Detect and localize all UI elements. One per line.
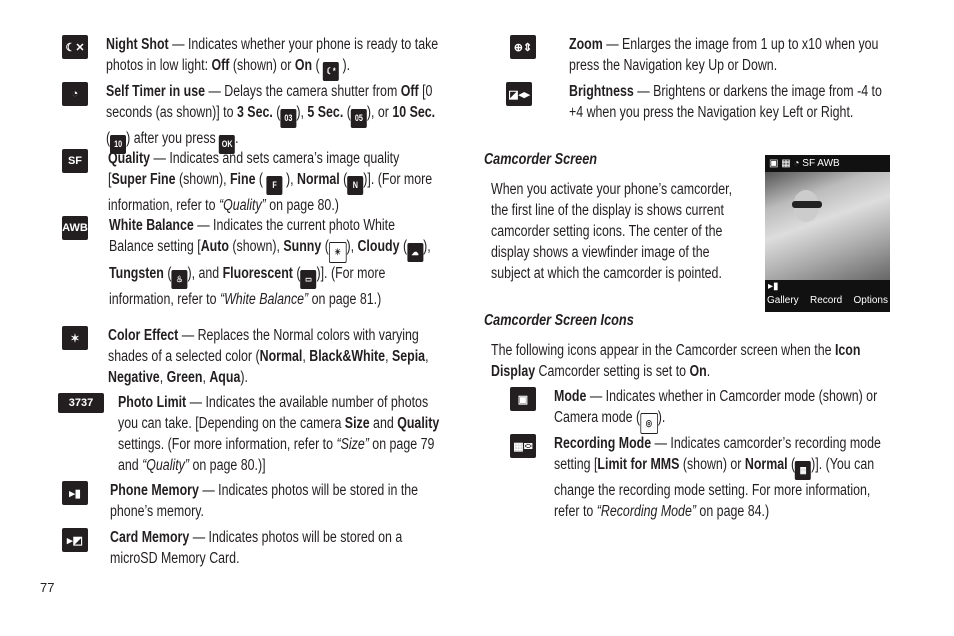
icon-description (554, 386, 889, 434)
bold-term: Card Memory (110, 529, 190, 546)
bold-term: Limit for MMS (597, 456, 680, 473)
quality-icon: SF (62, 149, 88, 173)
bold-term: Auto (200, 238, 229, 255)
text: and (369, 415, 398, 432)
text: )]. (You can change the recording mode setting. For more information, refer to (554, 456, 875, 520)
text: ), and (187, 265, 223, 282)
text: ( (339, 171, 348, 188)
bold-term: Fluorescent (222, 265, 293, 282)
text: (shown), (228, 238, 284, 255)
text: ). (240, 369, 248, 386)
bold-term: Size (344, 415, 370, 432)
softkey-bar (765, 294, 890, 308)
text: ( (399, 238, 408, 255)
photo-limit-icon: 3737 (58, 393, 104, 413)
text: ( (787, 456, 796, 473)
cross-reference: “Quality” (142, 457, 189, 474)
text: , (425, 348, 429, 365)
normal-recording-icon: ▦ (795, 461, 811, 480)
text: Camcorder setting is set to (535, 363, 690, 380)
phone-memory-icon: ▸▮ (62, 481, 88, 505)
brightness-icon: ◪◂▸ (506, 82, 532, 106)
bold-term: 5 Sec. (307, 104, 344, 121)
ok-key-icon: OK (219, 135, 235, 154)
text: ), or (366, 104, 393, 121)
icon-description (118, 392, 440, 476)
text: ( (106, 130, 111, 147)
text: , (202, 369, 210, 386)
text: — Indicates photos will be stored on a microSD Memory Card. (110, 529, 403, 567)
bold-term: Fine (229, 171, 256, 188)
bold-term: Brightness (569, 83, 634, 100)
text: . (235, 130, 239, 147)
softkey-gallery: Gallery (767, 295, 799, 306)
icon-description (569, 34, 889, 76)
bold-term: Tungsten (109, 265, 164, 282)
text: — Indicates whether your phone is ready to take photos in low light: (106, 36, 439, 74)
text: on page 80.) (265, 197, 339, 214)
text: — Delays the camera shutter from (205, 83, 401, 100)
bold-term: Self Timer in use (106, 83, 206, 100)
bold-term: Mode (554, 388, 587, 405)
bold-term: Icon Display (491, 342, 861, 380)
text: — Indicates the current photo White Balance setting [ (109, 217, 396, 255)
text: (shown), (175, 171, 230, 188)
text: — Indicates camcorder’s recording mode setting [ (554, 435, 881, 473)
white-balance-icon: AWB (62, 216, 88, 240)
text: The following icons appear in the Camcorder screen when the (491, 342, 835, 359)
text: )]. (For more information, refer to (108, 171, 433, 214)
bold-term: Night Shot (106, 36, 169, 53)
text: , (159, 369, 167, 386)
self-timer-icon: ◔ (62, 82, 88, 106)
text: — Indicates the available number of photos you can take. [Depending on the camera (118, 394, 429, 432)
bold-term: Cloudy (357, 238, 400, 255)
icon-description (108, 148, 440, 216)
text: settings. (For more information, refer to (118, 436, 337, 453)
text: (shown) or (229, 57, 295, 74)
text: on page 80.)] (189, 457, 266, 474)
text: — Replaces the Normal colors with varying shades of a selected color ( (108, 327, 419, 365)
text: ), (282, 171, 297, 188)
bold-term: Negative (108, 369, 160, 386)
bold-term: On (689, 363, 707, 380)
text: [0 seconds (as shown)] to (106, 83, 433, 121)
timer-10-icon: 10 (110, 135, 126, 154)
text: on page 81.) (308, 291, 382, 308)
night-shot-on-icon: ☾* (323, 62, 339, 81)
icon-description (109, 215, 440, 310)
bold-term: On (294, 57, 313, 74)
text: ( (343, 104, 351, 121)
camcorder-icons-intro (491, 340, 883, 382)
text: ), (296, 104, 308, 121)
cross-reference: “Size” (336, 436, 369, 453)
bold-term: Quality (108, 150, 151, 167)
bold-term: Aqua (209, 369, 241, 386)
camcorder-icons-heading: Camcorder Screen Icons (484, 312, 634, 329)
text: , (385, 348, 392, 365)
text: ). (339, 57, 351, 74)
icon-description (554, 433, 889, 522)
bold-term: Normal (744, 456, 788, 473)
bold-term: Zoom (569, 36, 603, 53)
tungsten-icon: ♨ (171, 270, 187, 289)
color-effect-icon: ✶ (62, 326, 88, 350)
bold-term: Quality (397, 415, 440, 432)
camcorder-screen-paragraph: When you activate your phone’s camcorder, the first line of the display is shows current camcorder setting icons. The center of the display shows a viewfinder image of the subject at which the camcorder is pointed. (491, 181, 733, 282)
icon-description (110, 527, 440, 569)
text: on page 84.) (695, 503, 770, 520)
text: ( (272, 104, 281, 121)
text: ). (657, 409, 666, 426)
text: ), (423, 238, 431, 255)
icon-description (110, 480, 440, 522)
bold-term: White Balance (109, 217, 194, 234)
bold-term: 10 Sec. (392, 104, 436, 121)
text: — Indicates photos will be stored in the phone’s memory. (110, 482, 419, 520)
icon-description (106, 34, 440, 81)
text: — Enlarges the image from 1 up to x10 when you press the Navigation key Up or Down. (569, 36, 879, 74)
bold-term: Photo Limit (118, 394, 187, 411)
camcorder-screen-heading: Camcorder Screen (484, 151, 598, 168)
bold-term: Off (211, 57, 230, 74)
text: on page 79 and (118, 436, 435, 474)
bold-term: Sepia (391, 348, 426, 365)
camcorder-mode-icon: ▣ (510, 387, 536, 411)
timer-5-icon: 05 (351, 109, 367, 128)
text: — Indicates whether in Camcorder mode (shown) or Camera mode ( (554, 388, 878, 426)
viewfinder-photo (765, 172, 890, 280)
icon-description (106, 81, 440, 154)
bold-term: Off (400, 83, 419, 100)
camcorder-status-bar: ▣ ▦ ◔ SF AWB (769, 158, 840, 169)
bold-term: Normal (259, 348, 303, 365)
text: ( (255, 171, 267, 188)
bold-term: Super Fine (111, 171, 176, 188)
page-number: 77 (40, 580, 55, 595)
text: , (302, 348, 310, 365)
timer-3-icon: 03 (280, 109, 296, 128)
text: . (706, 363, 711, 380)
camcorder-screen-image (765, 155, 890, 312)
memory-indicator-icon: ▸▮ (768, 281, 779, 292)
cloudy-icon: ☁ (407, 243, 423, 262)
recording-mode-icon: ▦✉ (510, 434, 536, 458)
bold-term: Recording Mode (554, 435, 652, 452)
text: ), (346, 238, 358, 255)
cross-reference: “White Balance” (219, 291, 309, 308)
text: ( (312, 57, 324, 74)
bold-term: Green (166, 369, 203, 386)
text: )]. (For more information, refer to (109, 265, 386, 308)
text: ( (321, 238, 329, 255)
bold-term: Sunny (283, 238, 322, 255)
night-shot-icon: ☾✕ (62, 35, 88, 59)
bold-term: Normal (296, 171, 340, 188)
softkey-options: Options (853, 295, 888, 306)
zoom-icon: ⊕⇕ (510, 35, 536, 59)
bold-term: Color Effect (108, 327, 179, 344)
card-memory-icon: ▸◩ (62, 528, 88, 552)
fine-icon: F (267, 176, 283, 195)
bold-term: Phone Memory (110, 482, 199, 499)
bold-term: 3 Sec. (236, 104, 273, 121)
sunny-icon: ☀ (329, 242, 347, 263)
icon-description (108, 325, 440, 388)
text: (shown) or (679, 456, 745, 473)
camera-mode-icon: ◎ (640, 413, 658, 434)
cross-reference: “Recording Mode” (596, 503, 696, 520)
softkey-record: Record (809, 295, 843, 306)
text: — Indicates and sets camera’s image quality [ (108, 150, 400, 188)
cross-reference: “Quality” (218, 197, 266, 214)
text: ) after you press (126, 130, 220, 147)
normal-icon: N (347, 176, 363, 195)
icon-description (569, 81, 889, 123)
text: — Brightens or darkens the image from -4 to +4 when you press the Navigation key Left or Right. (569, 83, 882, 121)
fluorescent-icon: ▭ (300, 270, 316, 289)
text: ( (163, 265, 172, 282)
text: ( (292, 265, 301, 282)
bold-term: Black&White (309, 348, 386, 365)
